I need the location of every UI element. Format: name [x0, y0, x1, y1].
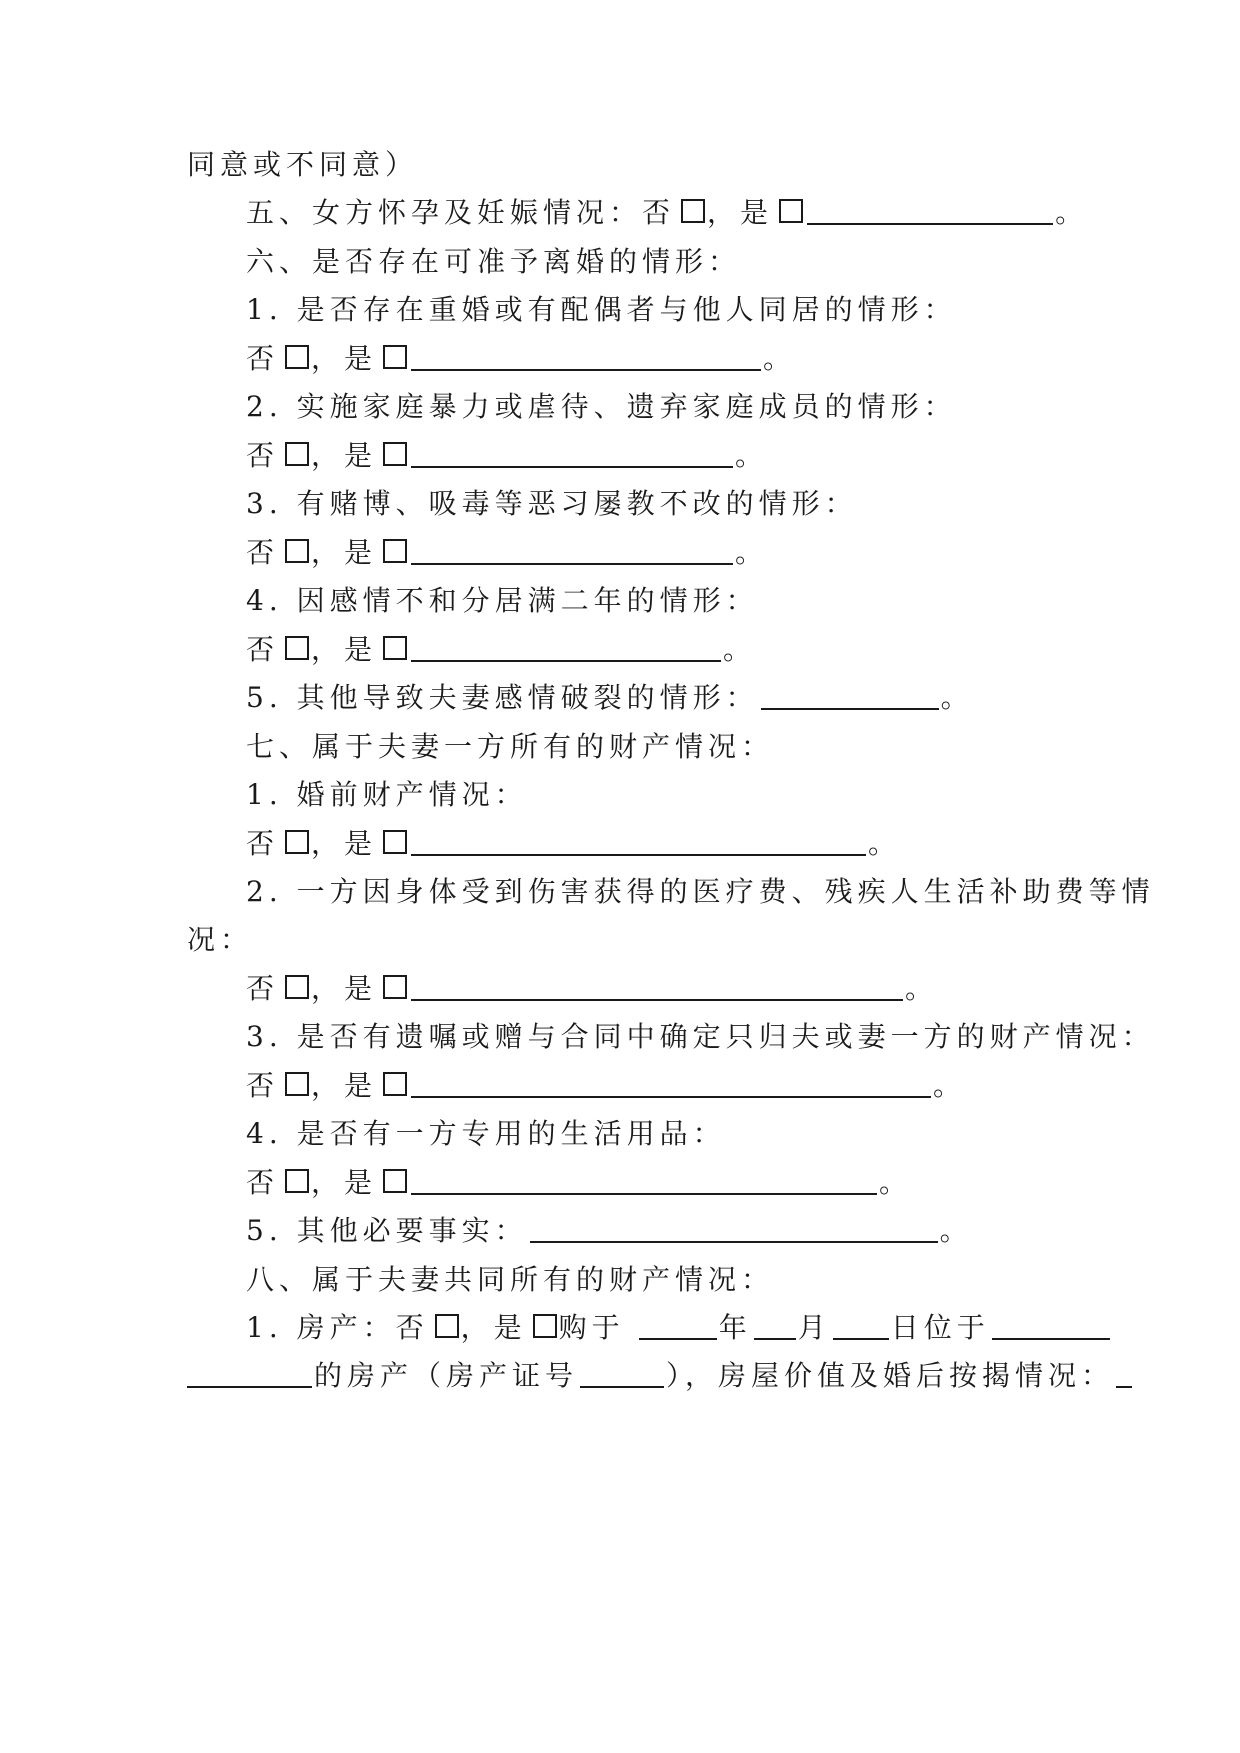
- checkbox-yes[interactable]: [779, 199, 803, 223]
- fill-blank[interactable]: [411, 535, 733, 565]
- checkbox-no[interactable]: [285, 345, 309, 369]
- answer-line: 否 ，是 。: [246, 342, 797, 375]
- checkbox-no[interactable]: [285, 442, 309, 466]
- fill-blank[interactable]: [411, 971, 903, 1001]
- checkbox-yes[interactable]: [383, 830, 407, 854]
- checkbox-yes[interactable]: [383, 1169, 407, 1193]
- checkbox-yes[interactable]: [383, 345, 407, 369]
- fill-blank[interactable]: [530, 1213, 938, 1243]
- fill-blank[interactable]: [807, 195, 1053, 225]
- checkbox-no[interactable]: [681, 199, 705, 223]
- month-blank[interactable]: [754, 1310, 796, 1340]
- question-line: 4. 因感情不和分居满二年的情形：: [246, 584, 759, 617]
- checkbox-yes[interactable]: [383, 442, 407, 466]
- checkbox-yes[interactable]: [383, 1072, 407, 1096]
- question-line: 1. 是否存在重婚或有配偶者与他人同居的情形：: [246, 293, 957, 326]
- fill-blank[interactable]: [411, 341, 761, 371]
- property-line: 1. 房产：否 ，是 购于 年 月 日位于: [246, 1308, 1112, 1348]
- day-blank[interactable]: [833, 1310, 889, 1340]
- continued-text: 的房产（房产证号 ），房屋价值及婚后按揭情况：: [187, 1356, 1134, 1396]
- checkbox-no[interactable]: [285, 539, 309, 563]
- answer-line: 否 ，是 。: [246, 439, 769, 472]
- section-heading: 六、是否存在可准予离婚的情形：: [246, 245, 742, 278]
- checkbox-yes[interactable]: [383, 636, 407, 660]
- fill-blank[interactable]: [411, 632, 721, 662]
- answer-line: 否 ，是 。: [246, 972, 939, 1005]
- location-blank[interactable]: [187, 1358, 312, 1388]
- fill-blank[interactable]: [1116, 1358, 1132, 1388]
- checkbox-no[interactable]: [285, 636, 309, 660]
- question-line: 5. 其他必要事实： 。: [246, 1214, 973, 1247]
- checkbox-no[interactable]: [285, 975, 309, 999]
- question-line: 1. 婚前财产情况：: [246, 778, 528, 811]
- fill-blank[interactable]: [411, 826, 866, 856]
- checkbox-yes[interactable]: [533, 1314, 557, 1338]
- checkbox-yes[interactable]: [383, 975, 407, 999]
- fill-blank[interactable]: [411, 438, 733, 468]
- answer-line: 否 ，是 。: [246, 633, 757, 666]
- question-line: 3. 是否有遗嘱或赠与合同中确定只归夫或妻一方的财产情况：: [246, 1020, 1155, 1053]
- fill-blank[interactable]: [411, 1068, 931, 1098]
- question-line: 4. 是否有一方专用的生活用品：: [246, 1117, 726, 1150]
- continued-text: 同意或不同意）: [187, 148, 419, 181]
- certificate-number-blank[interactable]: [580, 1358, 664, 1388]
- checkbox-yes[interactable]: [383, 539, 407, 563]
- question-line: 5. 其他导致夫妻感情破裂的情形： 。: [246, 681, 974, 714]
- answer-line: 否 ，是 。: [246, 536, 769, 569]
- location-blank[interactable]: [992, 1310, 1110, 1340]
- answer-line: 否 ，是 。: [246, 1166, 913, 1199]
- continued-text: 况：: [187, 923, 254, 956]
- section-heading: 八、属于夫妻共同所有的财产情况：: [246, 1263, 775, 1296]
- question-line: 2. 一方因身体受到伤害获得的医疗费、残疾人生活补助费等情: [246, 875, 1155, 908]
- checkbox-no[interactable]: [435, 1314, 459, 1338]
- fill-blank[interactable]: [761, 680, 939, 710]
- answer-line: 否 ，是 。: [246, 827, 902, 860]
- answer-line: 否 ，是 。: [246, 1069, 967, 1102]
- question-line: 3. 有赌博、吸毒等恶习屡教不改的情形：: [246, 487, 858, 520]
- checkbox-no[interactable]: [285, 830, 309, 854]
- item-pregnancy: 五、女方怀孕及妊娠情况：否 ，是 。: [246, 196, 1089, 229]
- year-blank[interactable]: [639, 1310, 717, 1340]
- section-heading: 七、属于夫妻一方所有的财产情况：: [246, 730, 775, 763]
- checkbox-no[interactable]: [285, 1072, 309, 1096]
- fill-blank[interactable]: [411, 1165, 877, 1195]
- question-line: 2. 实施家庭暴力或虐待、遗弃家庭成员的情形：: [246, 390, 957, 423]
- checkbox-no[interactable]: [285, 1169, 309, 1193]
